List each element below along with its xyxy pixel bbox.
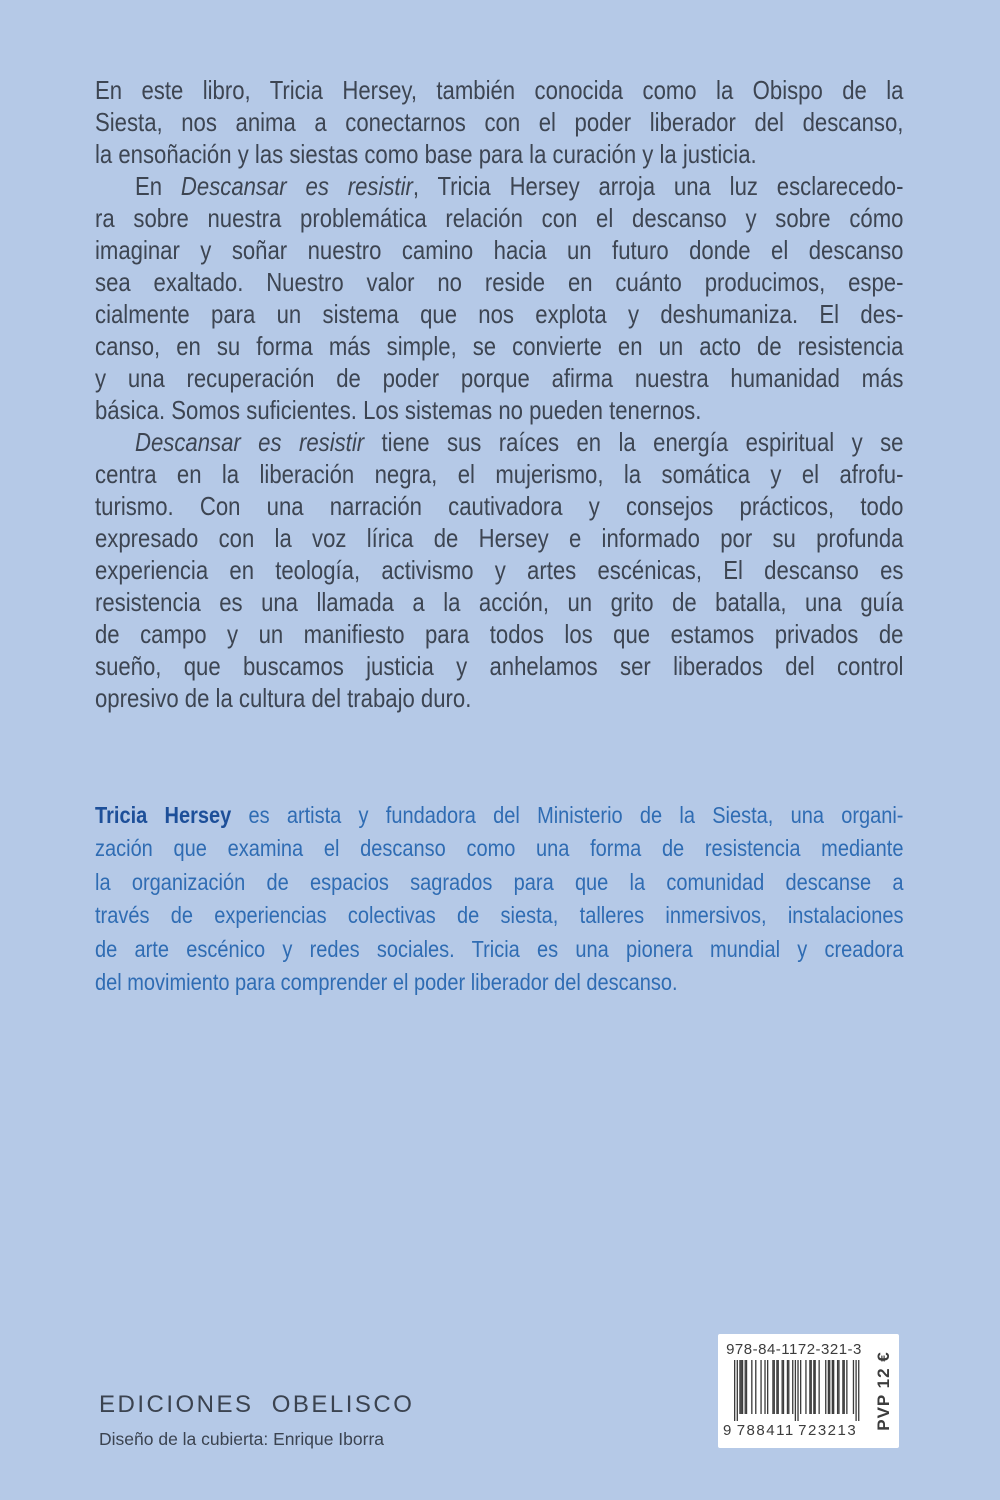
bio-line: de arte escénico y redes sociales. Tricia es una pionera mundial y creadora <box>95 935 904 962</box>
synopsis-line: básica. Somos suficientes. Los sistemas no pueden tenernos. <box>95 395 702 425</box>
bio-line: través de experiencias colectivas de siesta, talleres inmersivos, instalaciones <box>95 902 904 929</box>
bio-line: zación que examina el descanso como una forma de resistencia mediante <box>95 835 904 862</box>
svg-text:723213: 723213 <box>798 1422 858 1438</box>
bio-line: del movimiento para comprender el poder liberador del descanso. <box>95 969 678 996</box>
synopsis-line: Siesta, nos anima a conectarnos con el poder liberador del descanso, <box>95 107 904 137</box>
synopsis-line: canso, en su forma más simple, se convierte en un acto de resistencia <box>95 331 904 361</box>
cover-design-credit: Diseño de la cubierta: Enrique Iborra <box>99 1429 385 1449</box>
synopsis-line: expresado con la voz lírica de Hersey e informado por su profunda <box>95 523 904 553</box>
synopsis-line: En Descansar es resistir, Tricia Hersey arroja una luz esclarecedo- <box>134 171 904 201</box>
publisher-name: EDICIONES OBELISCO <box>99 1391 415 1418</box>
synopsis-line: la ensoñación y las siestas como base para la curación y la justicia. <box>95 139 757 169</box>
synopsis-line: imaginar y soñar nuestro camino hacia un futuro donde el descanso <box>95 235 904 265</box>
synopsis-line: ra sobre nuestra problemática relación con el descanso y sobre cómo <box>95 203 904 233</box>
synopsis-line: y una recuperación de poder porque afirma nuestra humanidad más <box>95 363 904 393</box>
ean-barcode-svg <box>722 1360 872 1438</box>
synopsis-line: cialmente para un sistema que nos explota y deshumaniza. El des- <box>95 299 904 329</box>
synopsis-line: turismo. Con una narración cautivadora y consejos prácticos, todo <box>95 491 904 521</box>
synopsis-line: Descansar es resistir tiene sus raíces en la energía espiritual y se <box>134 427 904 457</box>
author-bio <box>95 799 903 999</box>
synopsis-line: sea exaltado. Nuestro valor no reside en cuánto producimos, espe- <box>95 267 904 297</box>
synopsis-line: En este libro, Tricia Hersey, también conocida como la Obispo de la <box>95 75 904 105</box>
svg-text:9: 9 <box>723 1422 732 1438</box>
synopsis-line: de campo y un manifiesto para todos los que estamos privados de <box>95 619 904 649</box>
synopsis-line: experiencia en teología, activismo y artes escénicas, El descanso es <box>95 555 904 585</box>
synopsis-line: centra en la liberación negra, el mujerismo, la somática y el afrofu- <box>95 459 904 489</box>
synopsis-line: resistencia es una llamada a la acción, un grito de batalla, una guía <box>95 587 904 617</box>
bio-line: la organización de espacios sagrados para que la comunidad descanse a <box>95 868 904 895</box>
price-label: PVP 12 € <box>874 1351 893 1431</box>
isbn-number: 978-84-1172-321-3 <box>726 1341 862 1358</box>
synopsis-line: opresivo de la cultura del trabajo duro. <box>95 683 472 713</box>
barcode-panel <box>718 1334 899 1448</box>
synopsis-line: sueño, que buscamos justicia y anhelamos ser liberados del control <box>95 651 904 681</box>
svg-text:788411: 788411 <box>736 1422 795 1438</box>
bio-line: Tricia Hersey es artista y fundadora del Ministerio de la Siesta, una organi- <box>95 802 904 828</box>
synopsis <box>95 74 903 714</box>
